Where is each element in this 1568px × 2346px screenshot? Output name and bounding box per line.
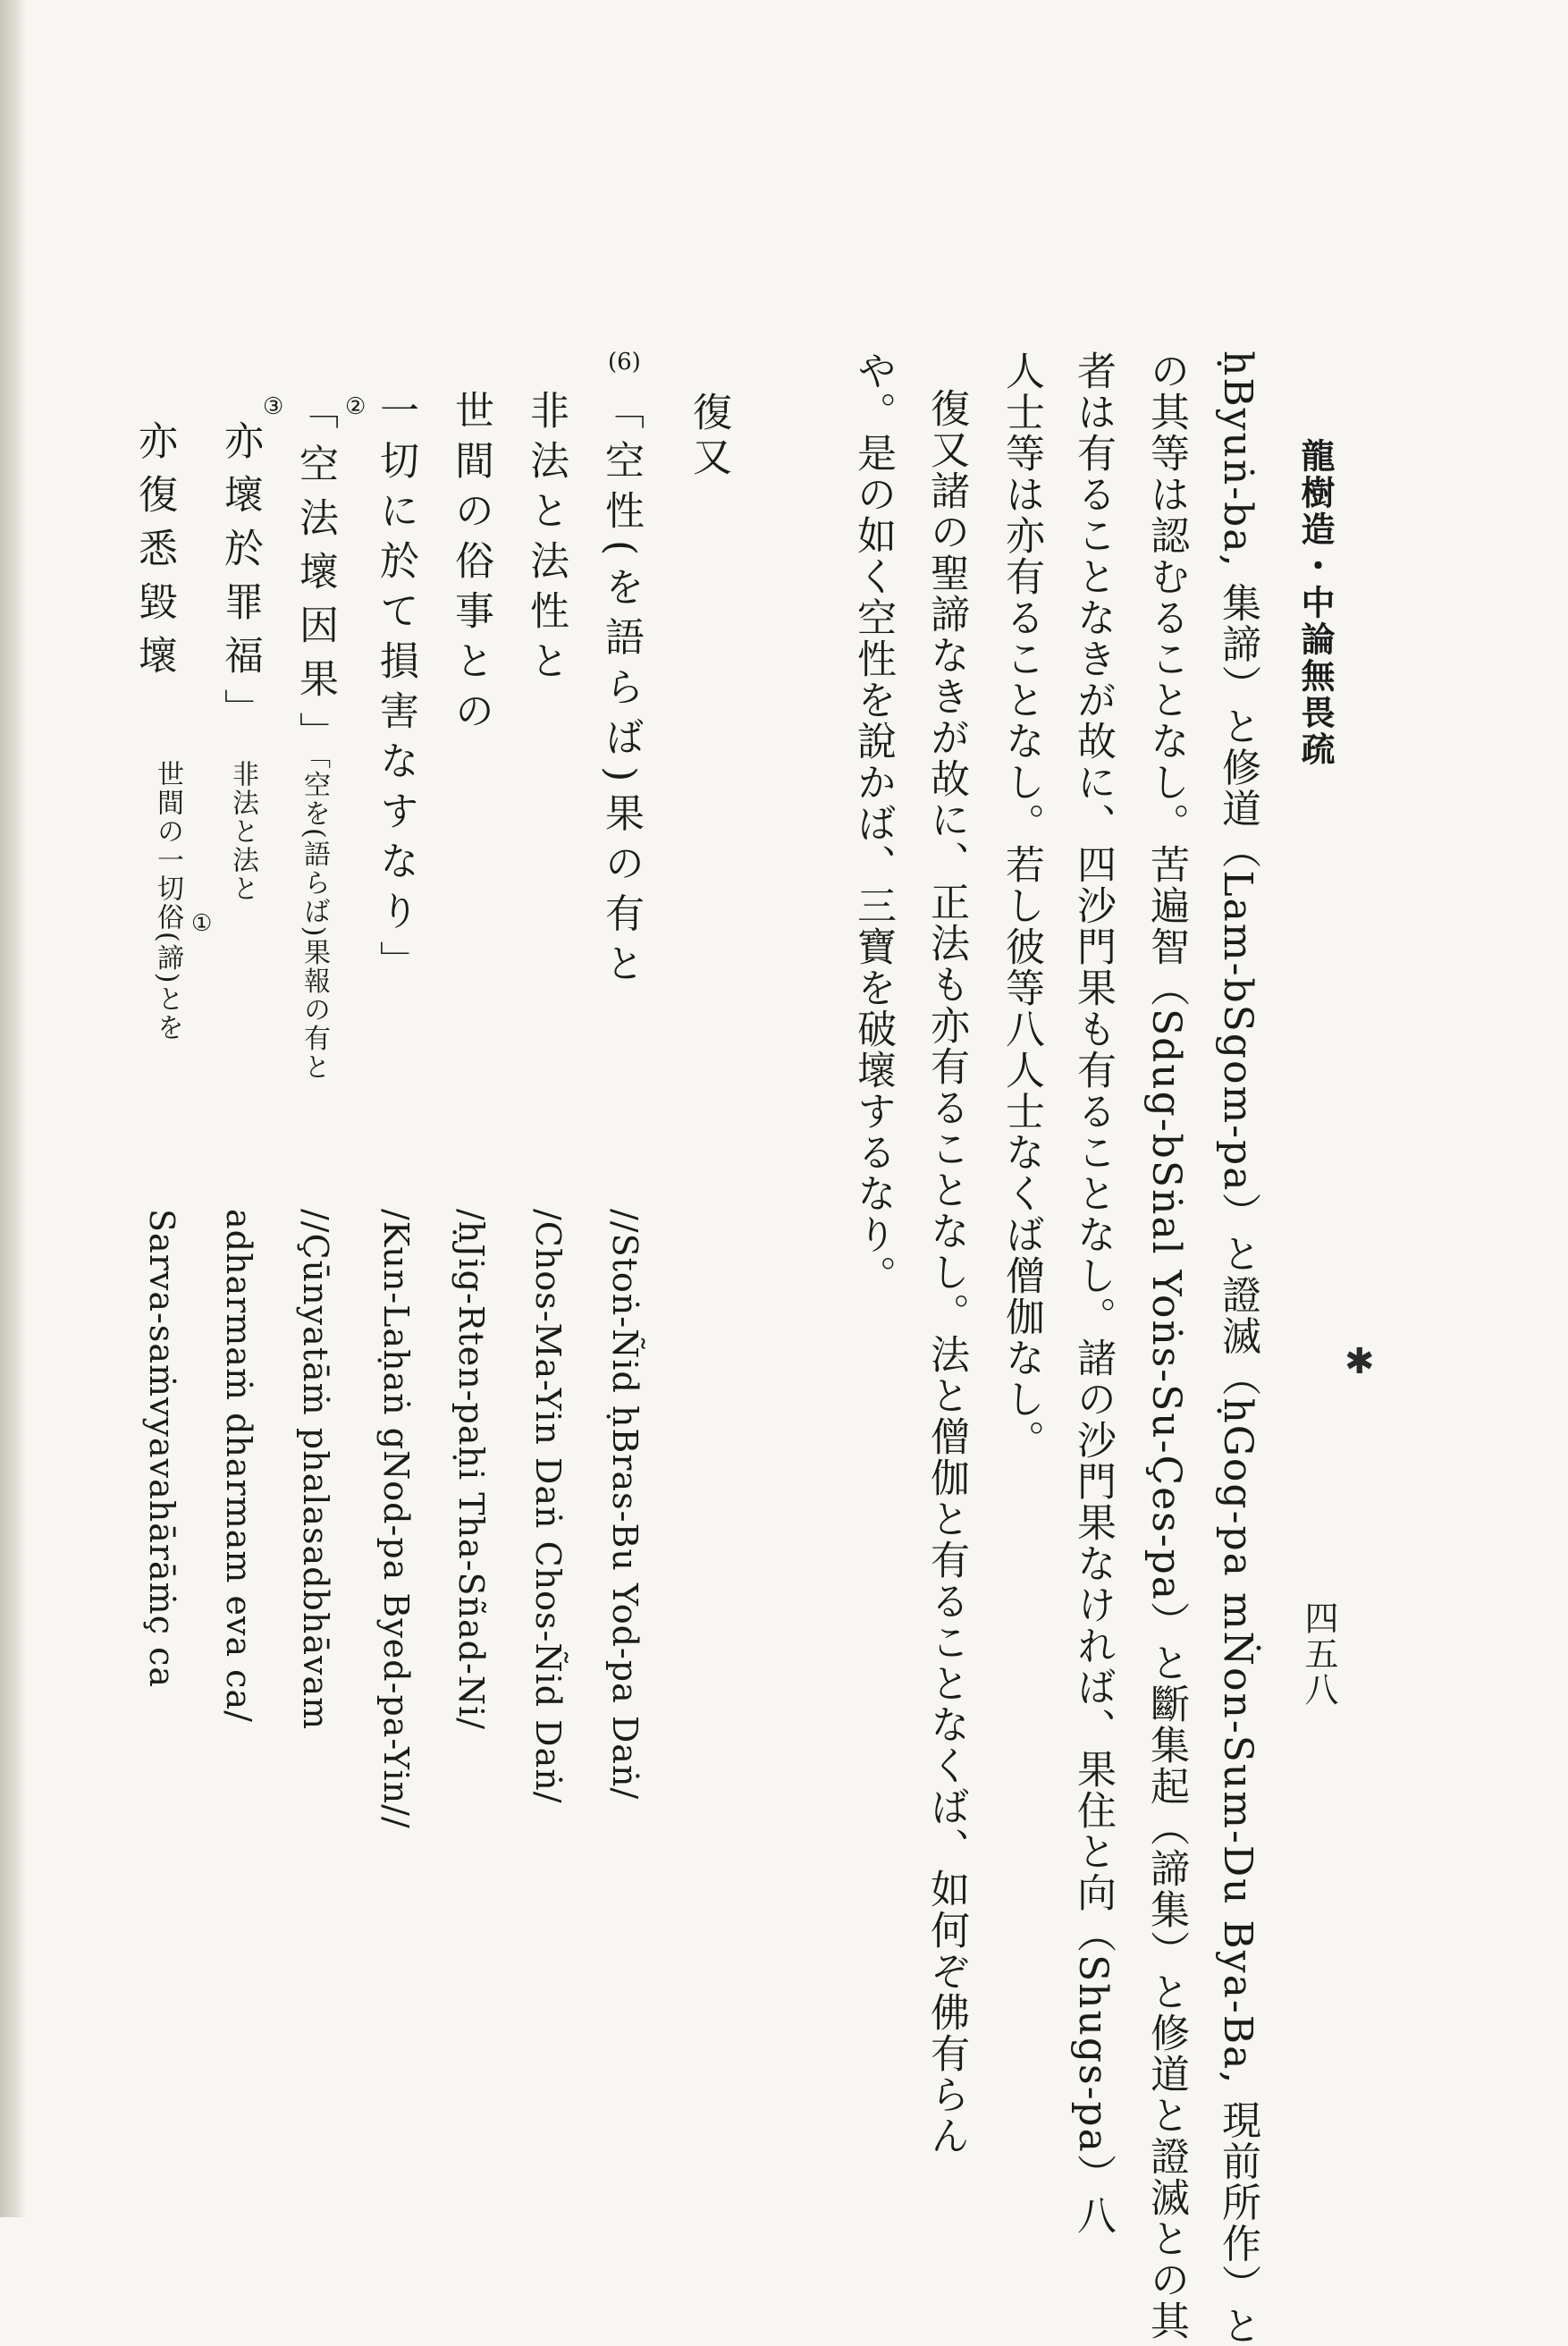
note-marker: ① bbox=[191, 910, 213, 937]
tibetan-line: /Chos-Ma-Yin Daṅ Chos-Ñid Daṅ/ bbox=[528, 1209, 568, 1804]
verse-japanese-line: 一切に於て損害なすなり」 bbox=[373, 390, 418, 991]
tibetan-line: /ḥJig-Rten-paḥi Tha-Sñad-Ni/ bbox=[451, 1209, 491, 1731]
binding-shadow bbox=[0, 0, 27, 2217]
sanskrit-line: adharmaṁ dharmam eva ca/ bbox=[219, 1209, 258, 1723]
page-number: 四五八 bbox=[1299, 1600, 1338, 1708]
verse-note-line: 非法と法と bbox=[227, 760, 258, 903]
verse-note-line: 「空を(語らば)果報の有と bbox=[299, 742, 330, 1082]
section-heading: 復又 bbox=[686, 392, 731, 481]
verse-chinese-line: 亦壞於罪福」 bbox=[217, 420, 263, 742]
note-marker: ② bbox=[345, 393, 367, 420]
note-marker: ③ bbox=[263, 393, 284, 420]
verse-japanese-line: 非法と法性と bbox=[523, 390, 569, 690]
verse-chinese-line: 「空法壞因果」 bbox=[292, 390, 338, 765]
running-head: 龍樹造・中論無畏疏 bbox=[1295, 438, 1336, 768]
body-line: 者は有ることなきが故に、四沙門果も有ることなし。諸の沙門果なければ、果住と向（Shugs-pa）八 bbox=[1070, 350, 1116, 2236]
body-line: や。是の如く空性を說かば、三寶を破壞するなり。 bbox=[850, 350, 896, 1296]
body-line: ḥByuṅ-ba, 集諦）と修道（Lam-bSgom-pa）と證滅（ḥGog-pa mṄon-Sum-Du Bya-Ba, 現前所作）と bbox=[1215, 350, 1260, 2346]
tibetan-line: /Kun-Laḥaṅ gNod-pa Byed-pa-Yin// bbox=[376, 1209, 416, 1829]
verse-number: (6) bbox=[608, 349, 641, 376]
sanskrit-line: Sarva-saṁvyavahārāṁç ca bbox=[142, 1209, 181, 1688]
sanskrit-line: //Çūnyatāṁ phalasadbhāvam bbox=[296, 1209, 335, 1731]
tibetan-line: //Stoṅ-Ñid ḥBras-Bu Yod-pa Daṅ/ bbox=[605, 1209, 645, 1801]
body-line: の其等は認むることなし。苦遍智（Sdug-bSṅal Yoṅs-Su-Çes-pa）と斷集起（諦集）と修道と證滅との其 bbox=[1143, 350, 1189, 2342]
ink-speck: ✱ bbox=[1345, 1341, 1375, 1382]
verse-chinese-line: 亦復悉毀壞 bbox=[131, 420, 177, 688]
body-line: 人士等は亦有ることなし。若し彼等八人士なくば僧伽なし。 bbox=[999, 350, 1044, 1461]
verse-japanese-line: 「空性(を語らば)果の有と bbox=[598, 390, 644, 993]
body-line: 復又諸の聖諦なきが故に、正法も亦有ることなし。法と僧伽と有ることなくば、如何ぞ佛有らん bbox=[923, 388, 969, 2156]
verse-note-line: 世間の一切俗(諦)とを bbox=[152, 760, 183, 1042]
verse-japanese-line: 世間の俗事との bbox=[448, 390, 493, 740]
